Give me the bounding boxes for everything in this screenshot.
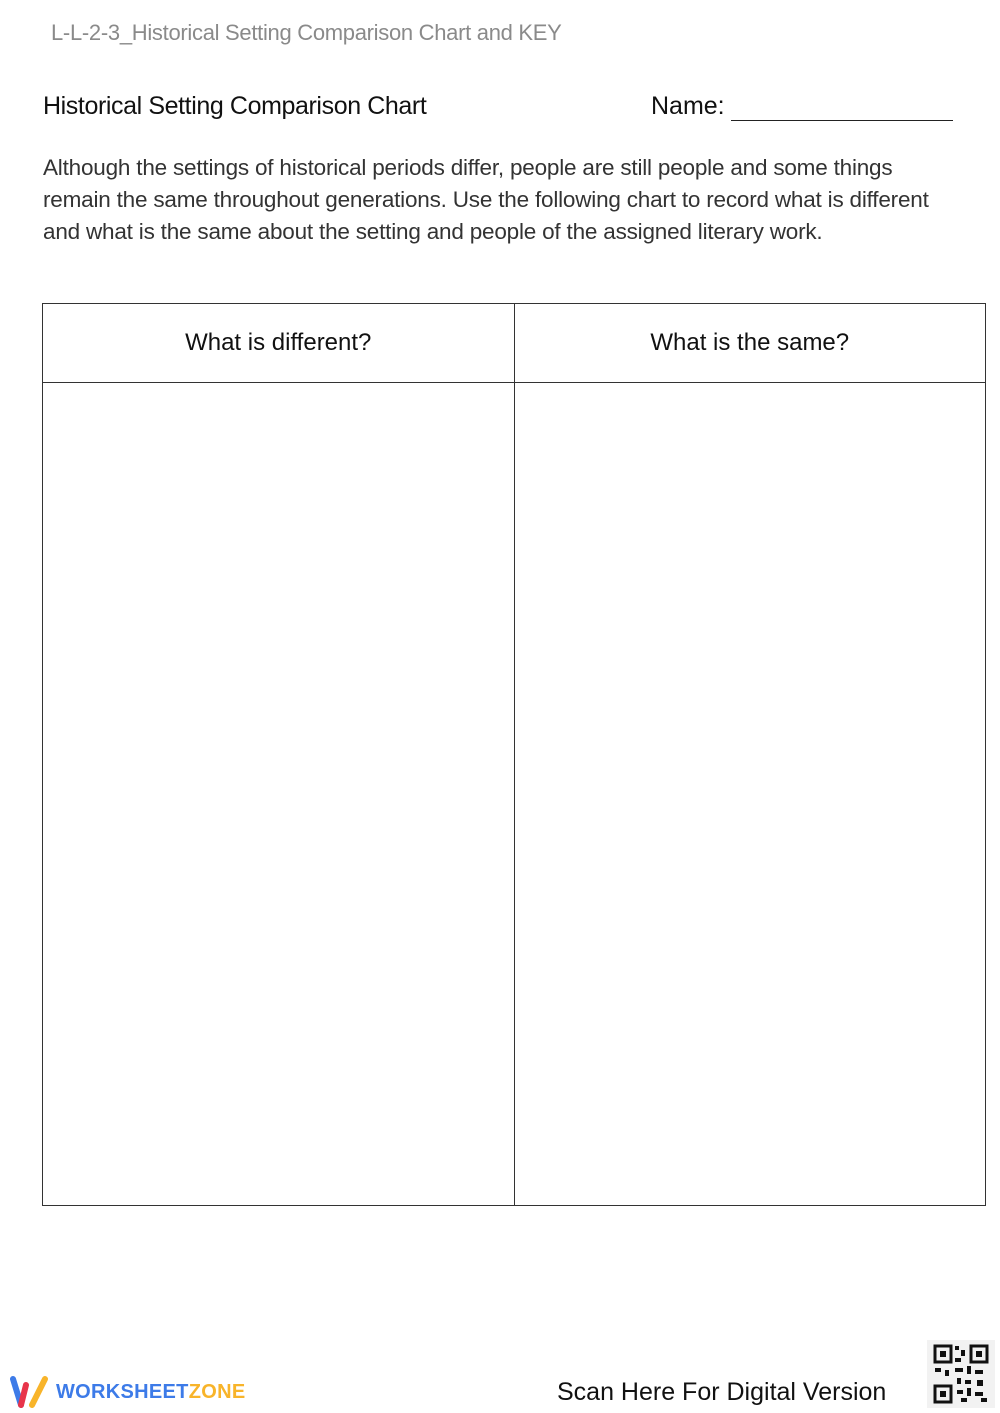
instructions: Although the settings of historical periods differ, people are still people and some things remain the same throughout generations. Use the following chart to record what is different and what is the same about the setting and people of the assigned literary work.	[43, 155, 929, 244]
header-same: What is the same?	[514, 304, 986, 383]
document-id: L-L-2-3_Historical Setting Comparison Chart and KEY	[51, 20, 562, 45]
name-input-line[interactable]	[731, 98, 953, 121]
same-answer-cell[interactable]	[514, 383, 986, 1206]
logo-text-accent: ZONE	[188, 1380, 246, 1403]
logo-text-main: WORKSHEET	[56, 1380, 189, 1403]
worksheetzone-logo	[10, 1375, 245, 1409]
scan-text: Scan Here For Digital Version	[557, 1378, 887, 1406]
different-answer-cell[interactable]	[43, 383, 515, 1206]
worksheet-title: Historical Setting Comparison Chart	[43, 92, 427, 120]
header-different: What is different?	[43, 304, 515, 383]
qr-code-icon[interactable]	[927, 1340, 995, 1408]
logo-w-icon	[10, 1375, 50, 1409]
comparison-table	[42, 303, 986, 1206]
name-field	[651, 92, 953, 121]
name-label: Name:	[651, 92, 725, 120]
